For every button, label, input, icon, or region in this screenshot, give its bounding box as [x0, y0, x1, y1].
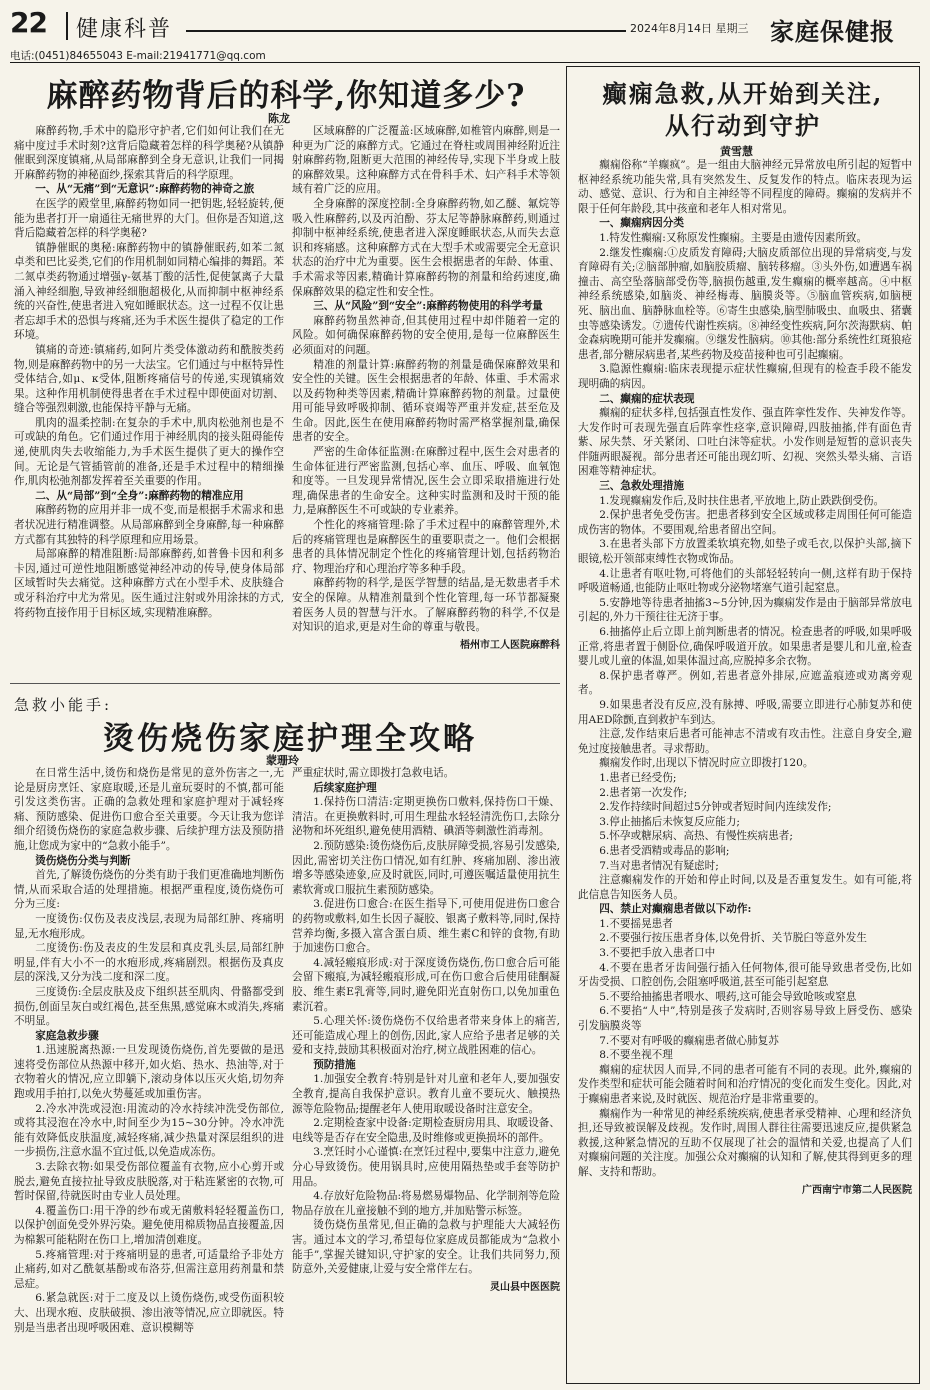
subheading: 烫伤烧伤分类与判断: [35, 854, 131, 867]
paragraph: 烫伤烧伤虽常见,但正确的急救与护理能大大减轻伤害。通过本文的学习,希望每位家庭成员都能成为“急救小能手”,掌握关键知识,守护家的安全。让我们共同努力,预防意外,关爱健康,让爱与安全常伴左右。: [292, 1219, 560, 1276]
paragraph: 三度烫伤:全层皮肤及皮下组织甚至肌肉、骨骼都受到损伤,创面呈灰白或红褐色,甚至焦黑,感觉麻木或消失,疼痛不明显。: [14, 985, 284, 1028]
paper-name: 家庭保健报: [770, 17, 895, 46]
paragraph: 麻醉药物,手术中的隐形守护者,它们如何让我们在无痛中度过手术时刻?这背后隐藏着怎样的科学奥秘?从镇静催眠到深度镇痛,从局部麻醉到全身无意识,让我们一同揭开麻醉药物的神秘面纱,探索其背后的科学原理。: [14, 125, 284, 181]
paragraph: 3.烹饪时小心谨慎:在烹饪过程中,要集中注意力,避免分心导致烫伤。使用锅具时,应使用隔热垫或手套等防护用品。: [292, 1146, 560, 1188]
paragraph: 7.当对患者情况有疑虑时;: [599, 859, 719, 872]
article-divider: [10, 683, 560, 684]
article-body-anesthesia-col2: [292, 124, 560, 682]
article-title-anesthesia: 麻醉药物背后的科学,你知道多少?: [46, 78, 526, 114]
paragraph: 3.去除衣物:如果受伤部位覆盖有衣物,应小心剪开或脱去,避免直接拉扯导致皮肤脱落,对于粘连紧密的衣物,可暂时保留,待就医时由专业人员处理。: [14, 1161, 284, 1203]
subheading: 一、从“无痛”到“无意识”:麻醉药物的神奇之旅: [35, 183, 255, 196]
paragraph: 2.发作持续时间超过5分钟或者短时间内连续发作;: [599, 801, 832, 814]
paragraph: 8.保护患者尊严。例如,若患者意外排尿,应遮盖痕迹或劝离旁观者。: [578, 669, 912, 697]
paragraph: 癫痫的症状多样,包括强直性发作、强直阵挛性发作、失神发作等。大发作时可表现先强直后阵挛性痉挛,意识障碍,四肢抽搐,伴有面色青紫、尿失禁、牙关紧闭、口吐白沫等症状。小发作则是短暂的意识丧失伴随两眼凝视。部分患者还可能出现幻听、幻视、突然头晕头痛、言语困难等精神症状。: [578, 407, 912, 478]
subheading: 四、禁止对癫痫患者做以下动作:: [599, 903, 752, 916]
article-body-burns-col2: [292, 766, 560, 1386]
article-body-epilepsy: [578, 158, 912, 1380]
paragraph: 3.在患者头部下方放置柔软填充物,如垫子或毛衣,以保护头部,摘下眼镜,松开领部束缚性衣物或饰品。: [578, 538, 912, 566]
source-credit: 梧州市工人医院麻醉科: [460, 639, 560, 651]
source-credit: 广西南宁市第二人民医院: [802, 1184, 912, 1196]
paragraph: 5.不要给抽搐患者喂水、喂药,这可能会导致呛咳或窒息: [599, 990, 857, 1003]
paragraph: 3.不要把手放入患者口中: [599, 947, 716, 960]
paragraph: 区域麻醉的广泛覆盖:区域麻醉,如椎管内麻醉,则是一种更为广泛的麻醉方式。它通过在脊柱或周围神经附近注射麻醉药物,阻断更大范围的神经传导,实现下半身或上肢的麻醉效果。这种麻醉方式在骨科手术、妇产科手术等领域有着广泛的应用。: [292, 125, 560, 196]
paragraph: 6.紧急就医:对于二度及以上烫伤烧伤,或受伤面积较大、出现水疱、皮肤破损、渗出液等情况,应立即就医。特别是当患者出现呼吸困难、意识模糊等: [14, 1292, 284, 1334]
paragraph: 注意癫痫发作的开始和停止时间,以及是否重复发生。如有可能,将此信息告知医务人员。: [578, 874, 912, 901]
paragraph: 在医学的殿堂里,麻醉药物如同一把钥匙,轻轻旋转,便能为患者打开一扇通往无痛世界的大门。但你是否知道,这背后隐藏着怎样的科学奥秘?: [14, 197, 284, 240]
paragraph: 注意,发作结束后患者可能神志不清或有攻击性。注意自身安全,避免过度接触患者。寻求帮助。: [578, 728, 912, 755]
article-kicker-burns: 急救小能手:: [14, 696, 113, 714]
issue-date: 2024年8月14日 星期三: [630, 22, 749, 35]
paragraph: 2.冷水冲洗或浸泡:用流动的冷水持续冲洗受伤部位,或将其浸泡在冷水中,时间至少为15~30分钟。冷水冲洗能有效降低皮肤温度,减轻疼痛,减少热量对深层组织的进一步损伤,注意水温不宜过低,以免造成冻伤。: [14, 1102, 284, 1159]
paragraph: 麻醉药物的科学,是医学智慧的结晶,是无数患者手术安全的保障。从精准剂量到个性化管理,每一环节都凝聚着医务人员的智慧与汗水。了解麻醉药物的科学,不仅是对知识的追求,更是对生命的尊重与敬畏。: [292, 577, 560, 634]
page-number: 22: [10, 6, 47, 39]
paragraph: 1.发现癫痫发作后,及时扶住患者,平放地上,防止跌跌倒受伤。: [599, 494, 885, 507]
article-author-epilepsy: 黄雪慧: [720, 145, 753, 158]
article-title-epilepsy-line1: 癫痫急救,从开始到关注,: [602, 79, 884, 108]
subheading: 二、从“局部”到“全身”:麻醉药物的精准应用: [35, 489, 244, 502]
paragraph: 4.让患者有呕吐物,可将他们的头部轻轻转向一侧,这样有助于保持呼吸道畅通,也能防止呕吐物或分泌物堵塞气道引起窒息。: [578, 567, 912, 595]
paragraph: 4.覆盖伤口:用干净的纱布或无菌敷料轻轻覆盖伤口,以保护创面免受外界污染。避免使用棉质物品直接覆盖,因为棉絮可能粘附在伤口上,增加清创难度。: [14, 1204, 284, 1246]
paragraph: 1.患者已经受伤;: [599, 771, 677, 784]
header-rule: [10, 62, 920, 63]
paragraph: 肌肉的温柔控制:在复杂的手术中,肌肉松弛剂也是不可或缺的角色。它们通过作用于神经肌肉的接头阻碍能传递,使肌肉失去收缩能力,为手术医生提供了更大的操作空间。无论是气管插管前的准备,还是手术过程中的精细操作,肌肉松弛剂都发挥着至关重要的作用。: [14, 416, 284, 488]
subheading: 后续家庭护理: [313, 781, 377, 794]
paragraph: 麻醉药物的应用并非一成不变,而是根据手术需求和患者状况进行精准调整。从局部麻醉到全身麻醉,每一种麻醉方式都有其独特的科学原理和应用场景。: [14, 504, 284, 546]
masthead-rule: [186, 30, 626, 32]
paragraph: 全身麻醉的深度控制:全身麻醉药物,如乙醚、氟烷等吸入性麻醉药,以及丙泊酚、芬太尼等静脉麻醉药,则通过抑制中枢神经系统,使患者进入深度睡眠状态,从而失去意识和疼痛感。这种麻醉方式在大型手术或需要完全无意识状态的治疗中尤为重要。医生会根据患者的年龄、体重、手术需求等因素,精确计算麻醉药物的剂量和给药速度,确保麻醉效果的稳定性和安全性。: [292, 197, 560, 298]
subheading: 一、癫痫病因分类: [599, 217, 684, 230]
paragraph: 二度烫伤:伤及表皮的生发层和真皮乳头层,局部红肿明显,伴有大小不一的水疱形成,疼痛剧烈。根据伤及真皮层的深浅,又分为浅二度和深二度。: [14, 942, 284, 984]
paragraph: 9.如果患者没有反应,没有脉搏、呼吸,需要立即进行心肺复苏和使用AED除颤,直到救护车到达。: [578, 698, 912, 726]
paragraph: 1.不要摇晃患者: [599, 917, 673, 930]
paragraph: 4.减轻瘢痕形成:对于深度烫伤烧伤,伤口愈合后可能会留下瘢痕,为减轻瘢痕形成,可在伤口愈合后使用硅酮凝胶、维生素E乳膏等,同时,避免阳光直射伤口,以免加重色素沉着。: [292, 956, 560, 1013]
paragraph: 首先,了解烫伤烧伤的分类有助于我们更准确地判断伤情,从而采取合适的处理措施。根据严重程度,烫伤烧伤可分为三度:: [14, 869, 284, 911]
subheading: 预防措施: [313, 1058, 356, 1071]
paragraph: 严密的生命体征监测:在麻醉过程中,医生会对患者的生命体征进行严密监测,包括心率、血压、呼吸、血氧饱和度等。一旦发现异常情况,医生会立即采取措施进行处理,确保患者的生命安全。这种实时监测和及时干预的能力,是麻醉医生不可或缺的专业素养。: [292, 446, 560, 517]
article-author-anesthesia: 陈龙: [268, 112, 290, 125]
paragraph: 1.特发性癫痫:又称原发性癫痫。主要是由遗传因素所致。: [599, 231, 868, 244]
subheading: 三、急救处理措施: [599, 480, 684, 493]
paragraph: 5.疼痛管理:对于疼痛明显的患者,可适量给予非处方止痛药,如对乙酰氨基酚或布洛芬,但需注意用药剂量和禁忌症。: [14, 1248, 284, 1290]
paragraph: 1.保持伤口清洁:定期更换伤口敷料,保持伤口干燥、清洁。在更换敷料时,可用生理盐水轻轻清洗伤口,去除分泌物和坏死组织,避免使用酒精、碘酒等刺激性消毒剂。: [292, 796, 560, 838]
paragraph: 一度烫伤:仅伤及表皮浅层,表现为局部红肿、疼痛明显,无水疱形成。: [14, 912, 284, 940]
paragraph: 2.不要强行按压患者身体,以免骨折、关节脱臼等意外发生: [599, 932, 867, 945]
paragraph: 2.患者第一次发作;: [599, 786, 688, 799]
article-title-burns: 烫伤烧伤家庭护理全攻略: [103, 721, 477, 757]
article-title-epilepsy-line2: 从行动到守护: [665, 111, 821, 140]
subheading: 二、癫痫的症状表现: [599, 392, 695, 405]
paragraph: 在日常生活中,烫伤和烧伤是常见的意外伤害之一,无论是厨房烹饪、家庭取暖,还是儿童玩耍时的不慎,都可能引发这类伤害。正确的急救处理和家庭护理对于减轻疼痛、预防感染、促进伤口愈合至关重要。今天让我为您详细介绍烫伤烧伤的家庭急救步骤、后续护理方法及预防措施,让您成为家中的“急救小能手”。: [14, 767, 284, 852]
article-title-epilepsy: [572, 78, 914, 142]
masthead: [10, 6, 922, 46]
paragraph: 2.保护患者免受伤害。把患者移到安全区域或移走周围任何可能造成伤害的物体。不要围观,给患者留出空间。: [578, 509, 912, 536]
paragraph: 4.存放好危险物品:将易燃易爆物品、化学制剂等危险物品存放在儿童接触不到的地方,并加贴警示标签。: [292, 1190, 560, 1217]
paragraph: 3.促进伤口愈合:在医生指导下,可使用促进伤口愈合的药物或敷料,如生长因子凝胶、银离子敷料等,同时,保持营养均衡,多摄入富含蛋白质、维生素C和锌的食物,有助于加速伤口愈合。: [292, 898, 560, 955]
paragraph: 镇痛的奇迹:镇痛药,如阿片类受体激动药和酰胺类药物,则是麻醉药物中的另一大法宝。它们通过与中枢特异性受体结合,如μ、κ受体,阻断疼痛信号的传递,实现镇痛效果。这种作用机制使得患者在手术过程中即使面对切割、缝合等强烈刺激,也能保持平静与无痛。: [14, 343, 284, 415]
paragraph: 癫痫作为一种常见的神经系统疾病,使患者承受精神、心理和经济负担,还导致被误解及歧视。发作时,周围人群往往需要迅速反应,提供紧急救援,这种紧急情况的互助不仅展现了社会的温情和关爱,也提高了人们对癫痫问题的关注度。加强公众对癫痫的认知和了解,使其得到更多的理解、支持和帮助。: [578, 1107, 912, 1178]
paragraph: 局部麻醉的精准阻断:局部麻醉药,如普鲁卡因和利多卡因,通过可逆性地阻断感觉神经冲动的传导,使身体局部区域暂时失去痛觉。这种麻醉方式在小型手术、皮肤缝合或牙科治疗中尤为常见。医生通过注射或外用涂抹的方式,将药物直接作用于目标区域,实现精准麻醉。: [14, 548, 284, 619]
paragraph: 3.隐源性癫痫:临床表现提示症状性癫痫,但现有的检查手段不能发现明确的病因。: [578, 363, 912, 390]
paragraph: 麻醉药物虽然神奇,但其使用过程中却伴随着一定的风险。如何确保麻醉药物的安全使用,是每一位麻醉医生必须面对的问题。: [292, 314, 560, 356]
paragraph: 癫痫俗称“羊癫疯”。是一组由大脑神经元异常放电所引起的短暂中枢神经系统功能失常,具有突然发生、反复发作的特点。临床表现为运动、感觉、意识、行为和自主神经等不同程度的障碍。癫痫的发病并不限于任何年龄段,其中孩童和老年人相对常见。: [578, 159, 912, 215]
paragraph: 镇静催眠的奥秘:麻醉药物中的镇静催眠药,如苯二氮卓类和巴比妥类,它们的作用机制如同精心编排的舞蹈。苯二氮卓类药物通过增强γ-氨基丁酸的活性,促使氯离子大量涌入神经细胞,导致神经细胞超极化,从而抑制中枢神经系统的兴奋性,使患者进入宛如睡眠状态。这一过程不仅让患者忘却手术的恐惧与疼痛,还为手术医生提供了稳定的工作环境。: [14, 241, 284, 342]
paragraph: 个性化的疼痛管理:除了手术过程中的麻醉管理外,术后的疼痛管理也是麻醉医生的重要职责之一。他们会根据患者的具体情况制定个性化的疼痛管理计划,包括药物治疗、物理治疗和心理治疗等多种手段。: [292, 519, 560, 575]
paragraph: 6.抽搐停止后立即上前判断患者的情况。检查患者的呼吸,如果呼吸正常,将患者置于侧卧位,确保呼吸道开放。如果患者是婴儿和儿童,检查婴儿或儿童的体温,如果体温过高,应脱掉多余衣物。: [578, 626, 912, 668]
paragraph: 7.不要对有呼吸的癫痫患者做心肺复苏: [599, 1034, 779, 1047]
masthead-divider: [66, 12, 68, 40]
paragraph: 严重症状时,需立即拨打急救电话。: [292, 767, 455, 779]
paragraph: 6.患者受酒精或毒品的影响;: [599, 844, 730, 857]
subheading: 三、从“风险”到“安全”:麻醉药物使用的科学考量: [313, 300, 543, 313]
contact-line: 电话:(0451)84655043 E-mail:21941771@qq.com: [10, 50, 266, 62]
paragraph: 2.定期检查家中设备:定期检查厨房用具、取暖设备、电线等是否存在安全隐患,及时维修或更换损坏的部件。: [292, 1117, 560, 1144]
paragraph: 6.不要掐“人中”,特别是孩子发病时,否则容易导致上唇受伤、感染引发脑膜炎等: [578, 1005, 912, 1033]
paragraph: 3.停止抽搐后未恢复反应能力;: [599, 815, 740, 828]
paragraph: 8.不要坐视不理: [599, 1049, 673, 1062]
paragraph: 2.预防感染:烫伤烧伤后,皮肤屏障受损,容易引发感染,因此,需密切关注伤口情况,如有红肿、疼痛加剧、渗出液增多等感染迹象,应及时就医,同时,可遵医嘱适量使用抗生素软膏或口服抗生素预防感染。: [292, 839, 560, 896]
paragraph: 5.安静地等待患者抽搐3~5分钟,因为癫痫发作是由于脑部异常放电引起的,外力干预往往无济于事。: [578, 596, 912, 624]
section-name: 健康科普: [76, 17, 173, 42]
paragraph: 2.继发性癫痫:①皮质发育障碍;大脑皮质部位出现的异常病变,与发育障碍有关;②脑部肿瘤,如脑胶质瘤、脑转移瘤。③头外伤,如遭遇车祸撞击、高空坠落脑部受伤等,脑损伤越重,发生癫痫的概率越高。④中枢神经系统感染,如脑炎、神经梅毒、脑膜炎等。⑤脑血管疾病,如脑梗死、脑出血、脑静脉血栓等。⑥寄生虫感染,脑型肺吸虫、血吸虫、猪囊虫等感染诱发。⑦遗传代谢性疾病。⑧神经变性疾病,阿尔茨海默病、帕金森病晚期可能并发癫痫。⑨继发性脑病。⑩其他:部分系统性红斑狼疮患者,部分糖尿病患者,某些药物及疫苗接种也可引起癫痫。: [578, 246, 912, 361]
paragraph: 1.加强安全教育:特别是针对儿童和老年人,要加强安全教育,提高自我保护意识。教育儿童不要玩火、触摸热源等危险物品;提醒老年人使用取暖设备时注意安全。: [292, 1073, 560, 1115]
article-body-anesthesia-col1: [14, 124, 284, 680]
paragraph: 4.不要在患者牙齿间强行插入任何物体,很可能导致患者受伤,比如牙齿受损、口腔创伤,会阻塞呼吸道,甚至可能引起窒息: [578, 961, 912, 989]
article-body-burns-col1: [14, 766, 284, 1386]
paragraph: 5.怀孕或糖尿病、高热、有慢性疾病患者;: [599, 830, 793, 843]
paragraph: 癫痫发作时,出现以下情况时应立即拨打120。: [599, 757, 814, 770]
paragraph: 1.迅速脱离热源:一旦发现烫伤烧伤,首先要做的是迅速将受伤部位从热源中移开,如火焰、热水、热油等,对于衣物着火的情况,应立即躺下,滚动身体以压灭火焰,切勿奔跑或用手拍打,以免火势蔓延或加重伤害。: [14, 1044, 284, 1101]
subheading: 家庭急救步骤: [35, 1029, 99, 1042]
paragraph: 5.心理关怀:烫伤烧伤不仅给患者带来身体上的痛苦,还可能造成心理上的创伤,因此,家人应给予患者足够的关爱和支持,鼓励其积极面对治疗,树立战胜困难的信心。: [292, 1015, 560, 1057]
paragraph: 精准的剂量计算:麻醉药物的剂量是确保麻醉效果和安全性的关键。医生会根据患者的年龄、体重、手术需求以及药物种类等因素,精确计算麻醉药物的剂量。过量使用可能导致呼吸抑制、循环衰竭等严重并发症,甚至危及生命。因此,医生在使用麻醉药物时需严格掌握剂量,确保患者的安全。: [292, 358, 560, 444]
paragraph: 癫痫的症状因人而异,不同的患者可能有不同的表现。此外,癫痫的发作类型和症状可能会随着时间和治疗情况的变化而发生变化。因此,对于癫痫患者来说,及时就医、规范治疗是非常重要的。: [578, 1063, 912, 1105]
source-credit: 灵山县中医医院: [490, 1281, 560, 1293]
article-author-burns: 蒙珊玲: [266, 754, 299, 767]
